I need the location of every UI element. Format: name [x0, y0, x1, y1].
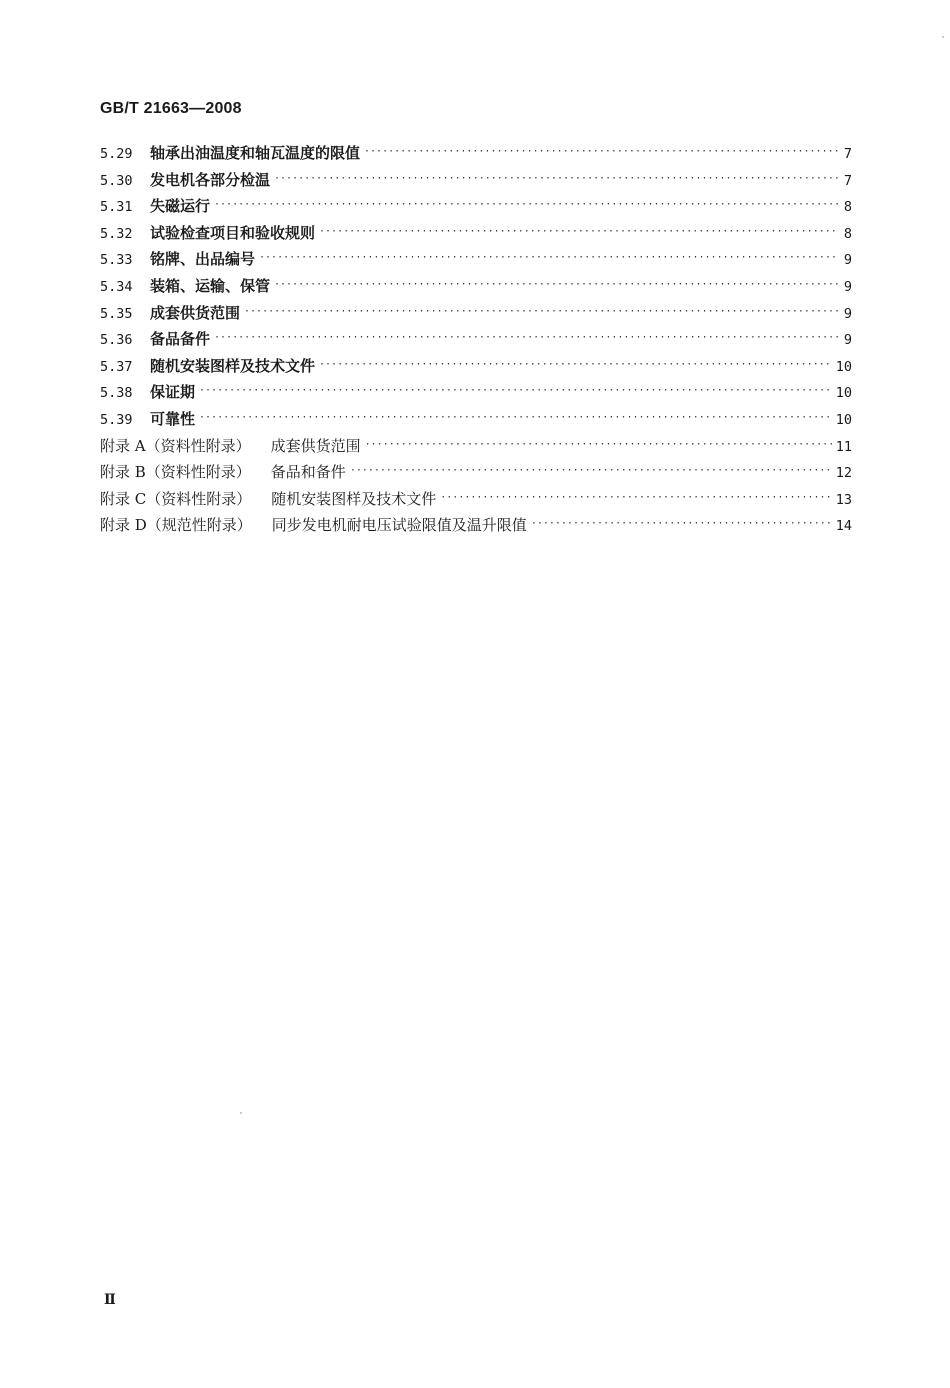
toc-entry-number: 5.35	[100, 305, 133, 322]
toc-entry-5-30[interactable]	[100, 169, 852, 196]
toc-appendix-page: 11	[835, 438, 852, 455]
toc-entry-title: 轴承出油温度和轴瓦温度的限值	[150, 144, 361, 162]
toc-appendix-page: 14	[835, 518, 852, 535]
toc-leader-dots	[214, 329, 838, 344]
toc-entry-title: 随机安装图样及技术文件	[150, 356, 316, 375]
toc-leader-dots	[531, 515, 832, 530]
toc-leader-dots	[440, 489, 831, 504]
page-number: Ⅱ	[104, 1292, 116, 1308]
toc-entry-number: 5.33	[100, 252, 133, 269]
toc-appendix-title: 同步发电机耐电压试验限值及温升限值	[271, 516, 527, 535]
toc-entry-title: 铭牌、出品编号	[150, 250, 256, 269]
toc-leader-dots	[364, 143, 838, 158]
toc-entry-title: 装箱、运输、保管	[150, 276, 271, 295]
toc-entry-5-35[interactable]	[100, 302, 852, 329]
scan-artifact-dot	[942, 36, 944, 38]
toc-leader-dots	[199, 382, 832, 397]
toc-entry-page: 7	[843, 146, 852, 162]
scan-artifact-dot	[240, 1112, 242, 1114]
toc-leader-dots	[350, 462, 832, 477]
toc-entry-title: 可靠性	[150, 409, 196, 428]
toc-entry-5-32[interactable]	[100, 222, 852, 249]
toc-leader-dots	[244, 303, 838, 318]
toc-entry-number: 5.39	[100, 411, 133, 428]
toc-leader-dots	[274, 170, 838, 185]
toc-entry-page: 10	[835, 411, 852, 428]
toc-entry-page: 7	[843, 172, 852, 189]
toc-entry-number: 5.37	[100, 358, 133, 375]
toc-leader-dots	[274, 276, 838, 291]
toc-leader-dots	[214, 196, 838, 211]
toc-entry-number: 5.34	[100, 278, 133, 295]
toc-entry-number: 5.31	[100, 199, 133, 216]
toc-entry-5-36[interactable]	[100, 328, 852, 355]
toc-leader-dots	[259, 249, 838, 264]
standard-code-header: GB/T 21663—2008	[100, 100, 242, 117]
toc-entry-number: 5.29	[100, 146, 133, 162]
toc-appendix-label: 附录 A（资料性附录）	[100, 436, 251, 455]
toc-appendix-page: 12	[835, 465, 852, 482]
toc-appendix-title: 备品和备件	[270, 463, 346, 482]
toc-appendix-page: 13	[835, 491, 852, 508]
toc-entry-number: 5.32	[100, 225, 133, 242]
toc-entry-5-29[interactable]	[100, 142, 852, 169]
toc-appendix-a[interactable]	[100, 435, 852, 462]
toc-entry-5-31[interactable]	[100, 195, 852, 222]
toc-entry-page: 10	[835, 358, 852, 375]
toc-entry-5-38[interactable]	[100, 381, 852, 408]
toc-entry-number: 5.36	[100, 332, 133, 349]
table-of-contents	[100, 142, 852, 541]
toc-appendix-label: 附录 C（资料性附录）	[100, 489, 252, 508]
toc-entry-title: 备品备件	[150, 330, 211, 349]
toc-entry-title: 保证期	[150, 383, 196, 402]
toc-leader-dots	[319, 223, 838, 238]
toc-appendix-b[interactable]	[100, 461, 852, 488]
toc-appendix-label: 附录 B（资料性附录）	[100, 463, 251, 482]
toc-entry-title: 成套供货范围	[150, 303, 241, 322]
toc-entry-page: 9	[843, 332, 852, 349]
toc-entry-title: 发电机各部分检温	[150, 170, 271, 189]
toc-entry-5-37[interactable]	[100, 355, 852, 382]
toc-entry-page: 8	[843, 199, 852, 216]
toc-entry-5-39[interactable]	[100, 408, 852, 435]
toc-entry-page: 9	[843, 305, 852, 322]
toc-entry-page: 8	[843, 225, 852, 242]
toc-appendix-d[interactable]	[100, 514, 852, 541]
toc-entry-number: 5.30	[100, 172, 133, 189]
toc-entry-number: 5.38	[100, 385, 133, 402]
toc-entry-page: 9	[843, 278, 852, 295]
toc-entry-title: 试验检查项目和验收规则	[150, 223, 316, 242]
toc-appendix-label: 附录 D（规范性附录）	[100, 516, 252, 535]
toc-leader-dots	[199, 409, 832, 424]
toc-entry-page: 10	[835, 385, 852, 402]
toc-entry-5-33[interactable]	[100, 248, 852, 275]
toc-entry-title: 失磁运行	[150, 197, 211, 216]
toc-appendix-title: 成套供货范围	[270, 436, 361, 455]
toc-entry-5-34[interactable]	[100, 275, 852, 302]
toc-leader-dots	[365, 436, 832, 451]
toc-entry-page: 9	[843, 252, 852, 269]
toc-appendix-c[interactable]	[100, 488, 852, 515]
toc-leader-dots	[319, 356, 832, 371]
toc-appendix-title: 随机安装图样及技术文件	[271, 489, 437, 508]
